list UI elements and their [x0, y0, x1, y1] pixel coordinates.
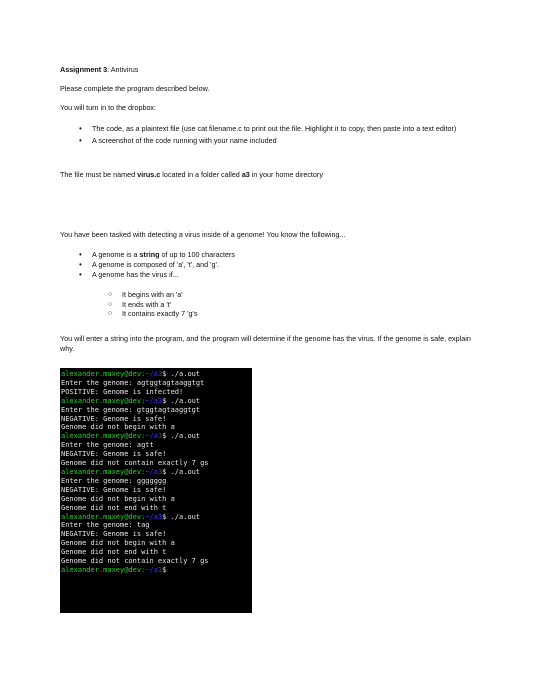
terminal-line: alexander.maxey@dev:~/a3$ ./a.out: [61, 396, 201, 405]
terminal-line: Genome did not begin with a: [61, 494, 175, 503]
condition-item: ○ It begins with an 'a': [108, 290, 183, 299]
turn-in-item: • A screenshot of the code running with your name included: [79, 136, 277, 145]
turn-in-item: • The code, as a plaintext file (use cat filename.c to print out the file. Highlight it to copy, then paste into a text editor): [79, 124, 457, 133]
terminal-line: NEGATIVE: Genome is safe!: [61, 414, 167, 423]
terminal-line: Genome did not begin with a: [61, 423, 175, 432]
assignment-title-bold: Assignment 3: [60, 65, 108, 74]
bullet-icon: •: [79, 124, 82, 133]
terminal-line: alexander.maxey@dev:~/a3$ ./a.out: [61, 467, 201, 476]
fact-item: • A genome is composed of 'a', 't', and 'g'.: [79, 260, 219, 269]
terminal-line: Enter the genome: agtggtagtaaggtgt: [61, 378, 205, 387]
terminal-line: Genome did not contain exactly 7 gs: [61, 459, 209, 468]
turn-in-text: You will turn in to the dropbox:: [60, 103, 157, 112]
terminal-line: alexander.maxey@dev:~/a3$ ./a.out: [61, 370, 201, 378]
terminal-line: Genome did not begin with a: [61, 539, 175, 548]
folder-name: a3: [241, 170, 250, 179]
terminal-line: NEGATIVE: Genome is safe!: [61, 450, 167, 459]
circle-bullet-icon: ○: [108, 310, 113, 317]
condition-item: ○ It ends with a 't': [108, 299, 172, 309]
virus-conditions-list: [108, 290, 408, 319]
terminal-line: Genome did not end with t: [61, 548, 167, 557]
bullet-icon: •: [79, 250, 82, 259]
bullet-icon: •: [79, 270, 82, 279]
terminal-line: Enter the genome: ggggggg: [61, 476, 167, 485]
terminal-line: Genome did not contain exactly 7 gs: [61, 557, 209, 566]
file-name: virus.c: [137, 170, 161, 179]
circle-bullet-icon: ○: [108, 300, 113, 308]
terminal-line: Enter the genome: tag: [61, 521, 150, 530]
condition-item: ○ It contains exactly 7 'g's: [108, 309, 198, 318]
facts-list: [76, 250, 456, 280]
terminal-line: POSITIVE: Genome is infected!: [61, 387, 184, 396]
terminal-line: Genome did not end with t: [61, 503, 167, 512]
terminal-line: alexander.maxey@dev:~/a3$ ./a.out: [61, 512, 201, 521]
bullet-icon: •: [79, 260, 82, 269]
file-note: The file must be named virus.c located in a folder called a3 in your home directory: [60, 170, 323, 179]
assignment-title: [60, 65, 138, 75]
closing-text: You will enter a string into the program, and the program will determine if the genome has the virus. If the genome is safe, explain why.: [60, 334, 471, 353]
circle-bullet-icon: ○: [108, 291, 113, 298]
assignment-title-rest: : Antivirus: [107, 65, 139, 74]
task-intro: You have been tasked with detecting a virus inside of a genome! You know the following...: [60, 230, 346, 239]
intro-text: Please complete the program described below.: [60, 84, 210, 93]
terminal-line: Enter the genome: gtggtagtaaggtgt: [61, 405, 201, 414]
terminal-line: Enter the genome: agtt: [61, 441, 154, 450]
fact-item: • A genome is a string of up to 100 characters: [79, 250, 236, 259]
bullet-icon: •: [79, 136, 82, 145]
terminal-line: alexander.maxey@dev:~/a3$ ./a.out: [61, 432, 201, 441]
terminal-screenshot: [60, 368, 252, 613]
fact-item: • A genome has the virus if...: [79, 270, 179, 279]
terminal-line: NEGATIVE: Genome is safe!: [61, 485, 167, 494]
terminal-line: alexander.maxey@dev:~/a3$: [61, 565, 167, 574]
terminal-line: NEGATIVE: Genome is safe!: [61, 530, 167, 539]
turn-in-list: [76, 124, 472, 146]
